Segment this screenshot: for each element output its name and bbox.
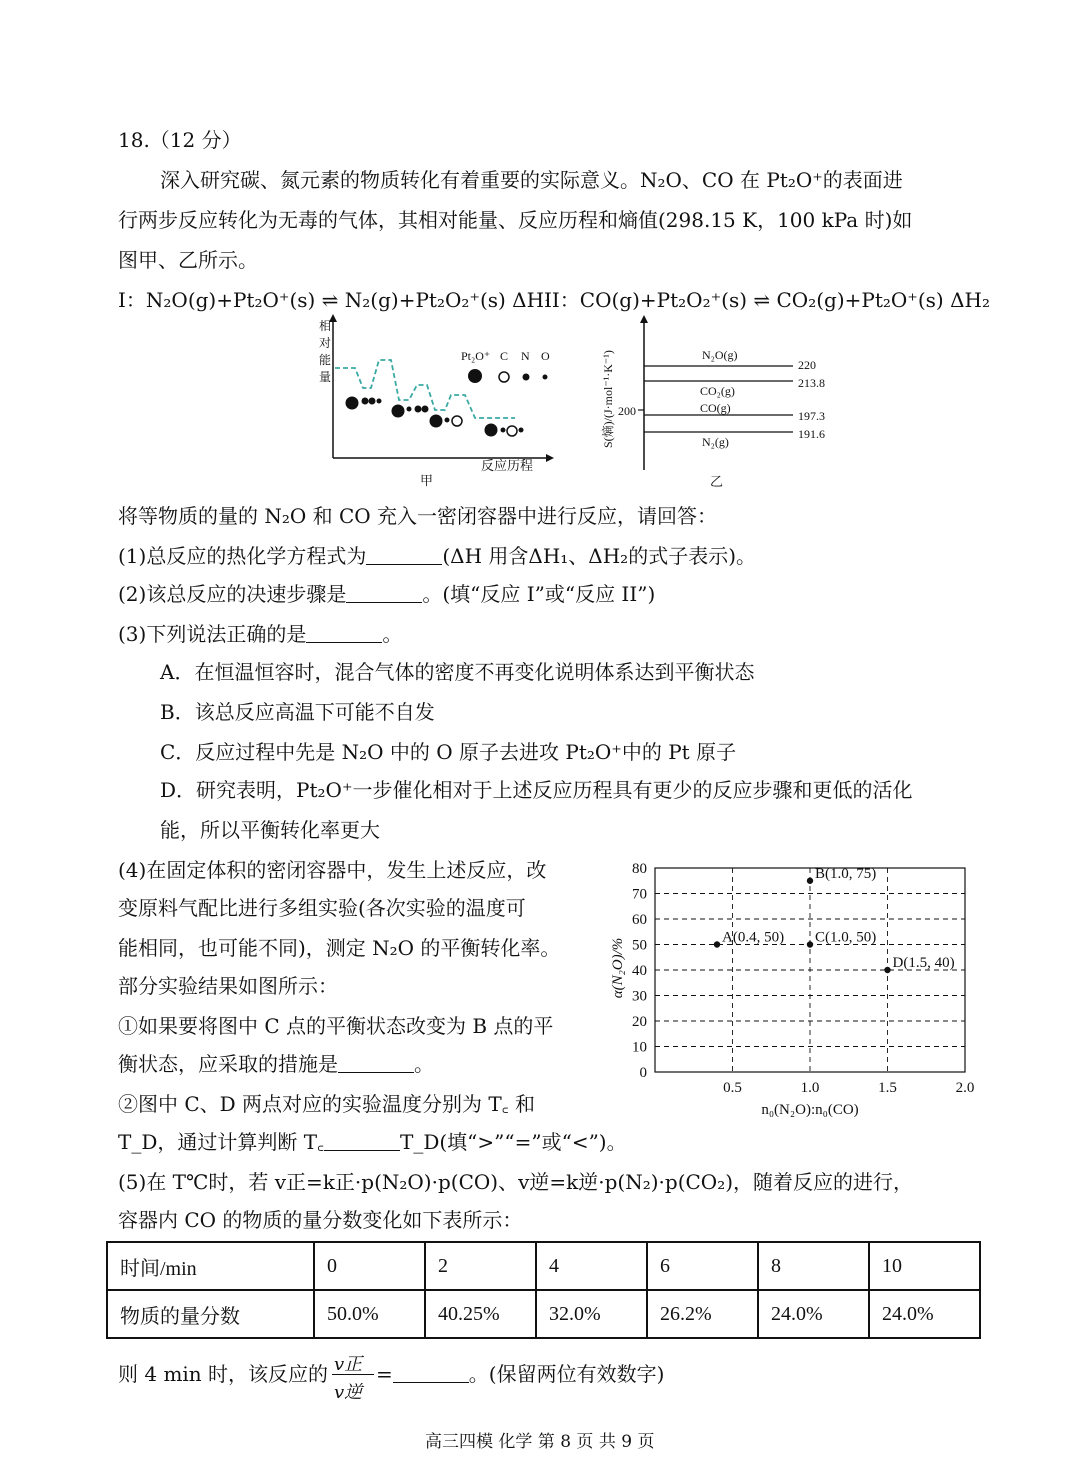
y-tick-label: 80 (632, 861, 647, 877)
fraction-bar (332, 1374, 374, 1375)
q4-line-4: 部分实验结果如图所示： (118, 974, 338, 998)
energy-ylabel-4: 量 (319, 370, 332, 384)
oxygen-symbol (543, 375, 548, 380)
y-tick-label: 30 (632, 988, 647, 1005)
answer-blank-2[interactable] (346, 584, 422, 603)
q4-line-3: 能相同，也可能不同)，测定 N₂O 的平衡转化率。 (118, 936, 561, 960)
x-tick-label: 2.0 (955, 1080, 975, 1096)
intro-line-3: 图甲、乙所示。 (118, 248, 258, 272)
option-b: B．该总反应高温下可能不自发 (160, 700, 435, 724)
energy-diagram (305, 310, 555, 490)
table-header-cell: 4 (536, 1242, 647, 1290)
data-point-label: A(0.4, 50) (722, 929, 785, 946)
chart-ylabel: α(N₂O)/% (610, 937, 626, 999)
q5-end-b: = 。(保留两位有效数字) (376, 1362, 665, 1386)
energy-xlabel: 反应历程 (481, 458, 534, 473)
energy-ylabel-1: 相 (319, 319, 332, 333)
page-footer: 高三四模 化学 第 8 页 共 9 页 (425, 1432, 655, 1452)
table-header-cell: 10 (869, 1242, 980, 1290)
table-cell: 32.0% (536, 1290, 647, 1338)
q4-line-8: T_D，通过计算判断 T꜀ T_D(填“>”“=”或“<”)。 (118, 1130, 627, 1154)
y-tick-label: 20 (632, 1014, 647, 1030)
carbon-symbol (499, 372, 509, 382)
option-c: C．反应过程中先是 N₂O 中的 O 原子去进攻 Pt₂O⁺中的 Pt 原子 (160, 740, 737, 764)
answer-blank-5[interactable] (324, 1132, 400, 1151)
answer-blank-1[interactable] (366, 546, 442, 565)
figure-caption-yi: 乙 (710, 474, 724, 489)
table-cell: 24.0% (869, 1290, 980, 1338)
data-point (884, 967, 890, 973)
chart-xlabel: n₀(N₂O):n₀(CO) (761, 1102, 859, 1118)
chart-points (714, 866, 955, 973)
data-point (807, 878, 813, 884)
data-point (807, 941, 813, 947)
table-cell: 50.0% (314, 1290, 425, 1338)
y-tick-label: 10 (632, 1039, 647, 1056)
table-row (107, 1290, 980, 1338)
q4-line-7: ②图中 C、D 两点对应的实验温度分别为 T꜀ 和 (118, 1092, 536, 1116)
entropy-diagram (598, 310, 848, 490)
species-n2o: N₂O(g) (702, 348, 738, 362)
nitrogen-symbol (523, 374, 530, 381)
data-point-label: D(1.5, 40) (892, 955, 955, 971)
q2: (2)该总反应的决速步骤是 。(填“反应 I”或“反应 II”) (118, 582, 656, 606)
table-cell: 物质的量分数 (107, 1290, 314, 1338)
q3: (3)下列说法正确的是 。 (118, 622, 403, 646)
option-a: A．在恒温恒容时，混合气体的密度不再变化说明体系达到平衡状态 (160, 660, 755, 684)
q4-line-1: (4)在固定体积的密闭容器中，发生上述反应，改 (118, 858, 547, 882)
x-tick-label: 1.0 (800, 1080, 820, 1096)
species-group-4 (485, 424, 524, 437)
q5-end-a: 则 4 min 时，该反应的 (118, 1362, 329, 1386)
rate-ratio-numerator: v正 (334, 1354, 363, 1375)
y-tick-label: 60 (632, 912, 647, 928)
question-number: 18.（12 分） (118, 128, 242, 152)
y-tick-label: 50 (632, 937, 647, 954)
reaction-2: II：CO(g)+Pt₂O₂⁺(s) ⇌ CO₂(g)+Pt₂O⁺(s) ΔH₂ (544, 288, 990, 312)
table-header-cell: 6 (647, 1242, 758, 1290)
q1: (1)总反应的热化学方程式为 (ΔH 用含ΔH₁、ΔH₂的式子表示)。 (118, 544, 756, 568)
table-header-cell: 0 (314, 1242, 425, 1290)
q5-line-2: 容器内 CO 的物质的量分数变化如下表所示： (118, 1208, 523, 1232)
species-n2: N₂(g) (702, 435, 729, 449)
intro-line-2: 行两步反应转化为无毒的气体，其相对能量、反应历程和熵值(298.15 K，100 kPa 时)如 (118, 208, 913, 232)
table-header-cell: 2 (425, 1242, 536, 1290)
value-n2o: 220 (798, 358, 816, 372)
energy-ylabel-2: 对 (319, 336, 332, 350)
option-d-line-2: 能，所以平衡转化率更大 (160, 818, 380, 842)
q5-line-1: (5)在 T℃时，若 v正=k正·p(N₂O)·p(CO)、v逆=k逆·p(N₂)·p(CO₂)，随着反应的进行， (118, 1170, 914, 1194)
answer-blank-6[interactable] (393, 1364, 469, 1383)
species-co: CO(g) (700, 401, 731, 415)
table-cell: 40.25% (425, 1290, 536, 1338)
q4-line-2: 变原料气配比进行多组实验(各次实验的温度可 (118, 896, 526, 920)
answer-blank-3[interactable] (306, 624, 382, 643)
entropy-tick-200: 200 (618, 404, 636, 418)
data-point (714, 941, 720, 947)
data-point-label: B(1.0, 75) (815, 865, 877, 882)
legend-o: O (541, 349, 550, 363)
y-tick-label: 0 (639, 1065, 647, 1081)
rate-ratio-denominator: v逆 (334, 1382, 363, 1403)
value-co2: 213.8 (798, 376, 825, 390)
legend-n: N (521, 349, 530, 363)
table-cell: 24.0% (758, 1290, 869, 1338)
x-tick-label: 1.5 (878, 1080, 897, 1096)
value-n2: 191.6 (798, 427, 825, 441)
intro-line-1: 深入研究碳、氮元素的物质转化有着重要的实际意义。N₂O、CO 在 Pt₂O⁺的表面进 (160, 168, 903, 192)
species-group-2 (392, 405, 429, 418)
answer-blank-4[interactable] (338, 1054, 414, 1073)
species-co2: CO₂(g) (700, 384, 735, 398)
lead-text: 将等物质的量的 N₂O 和 CO 充入一密闭容器中进行反应，请回答： (118, 504, 718, 528)
option-d-line-1: D．研究表明，Pt₂O⁺一步催化相对于上述反应历程具有更少的反应步骤和更低的活化 (160, 778, 913, 802)
q4-line-6: 衡状态，应采取的措施是 。 (118, 1052, 434, 1076)
chart-ticks (632, 861, 974, 1096)
reaction-1: I：N₂O(g)+Pt₂O⁺(s) ⇌ N₂(g)+Pt₂O₂⁺(s) ΔH₁ (118, 288, 553, 312)
q4-line-5: ①如果要将图中 C 点的平衡状态改变为 B 点的平 (118, 1014, 554, 1038)
value-co: 197.3 (798, 409, 825, 423)
entropy-ylabel: S(熵)/(J·mol⁻¹·K⁻¹) (601, 350, 615, 448)
data-point-label: C(1.0, 50) (815, 929, 877, 946)
table-header-cell: 8 (758, 1242, 869, 1290)
x-tick-label: 0.5 (723, 1080, 742, 1096)
species-group-1 (346, 397, 382, 410)
figure-caption-jia: 甲 (420, 473, 434, 488)
energy-ylabel-3: 能 (319, 353, 332, 367)
y-tick-label: 40 (632, 963, 647, 979)
mole-fraction-table (106, 1241, 981, 1339)
y-tick-label: 70 (632, 886, 647, 903)
legend-c: C (500, 349, 509, 363)
conversion-scatter-chart (600, 858, 980, 1118)
legend-pt2o: Pt₂O⁺ (461, 349, 491, 363)
species-group-3 (430, 415, 463, 428)
table-row (107, 1242, 980, 1290)
pt2o-symbol (468, 369, 482, 383)
table-cell: 26.2% (647, 1290, 758, 1338)
table-header-cell: 时间/min (107, 1242, 314, 1290)
